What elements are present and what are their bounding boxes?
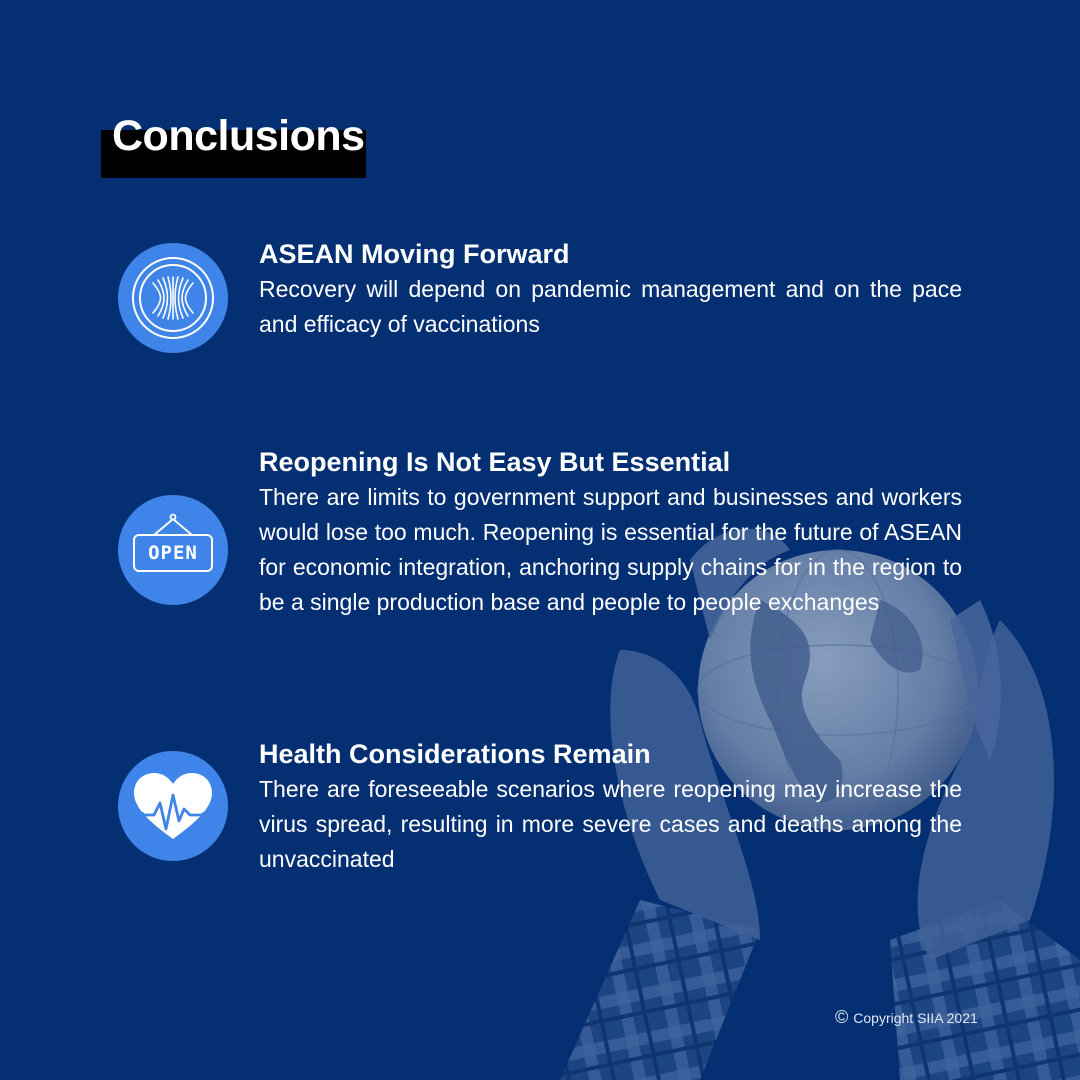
open-sign-text: OPEN — [148, 542, 198, 564]
item-body: There are foreseeable scenarios where reopening may increase the virus spread, resulting in more severe cases and deaths among the unvaccinated — [259, 776, 962, 872]
item-body: There are limits to government support and businesses and workers would lose too much. Reopening is essential for the future of ASEAN for economic integration, anchoring supply chains for in the region to be a single production base and people to people exchanges — [259, 484, 962, 615]
asean-emblem-icon — [118, 243, 228, 353]
copyright-text: Copyright SIIA 2021 — [853, 1009, 978, 1026]
open-sign-icon — [118, 495, 228, 605]
copyright-icon: © — [835, 1007, 849, 1027]
item-heading: ASEAN Moving Forward — [259, 239, 570, 269]
item-heading: Health Considerations Remain — [259, 739, 651, 769]
item-text — [259, 445, 962, 620]
page-title: Conclusions — [112, 112, 365, 160]
item-text — [259, 237, 962, 342]
item-heading: Reopening Is Not Easy But Essential — [259, 447, 731, 477]
heart-pulse-icon — [118, 751, 228, 861]
copyright-notice — [835, 1007, 978, 1028]
item-body: Recovery will depend on pandemic management and on the pace and efficacy of vaccinations — [259, 276, 962, 337]
item-text — [259, 737, 962, 877]
